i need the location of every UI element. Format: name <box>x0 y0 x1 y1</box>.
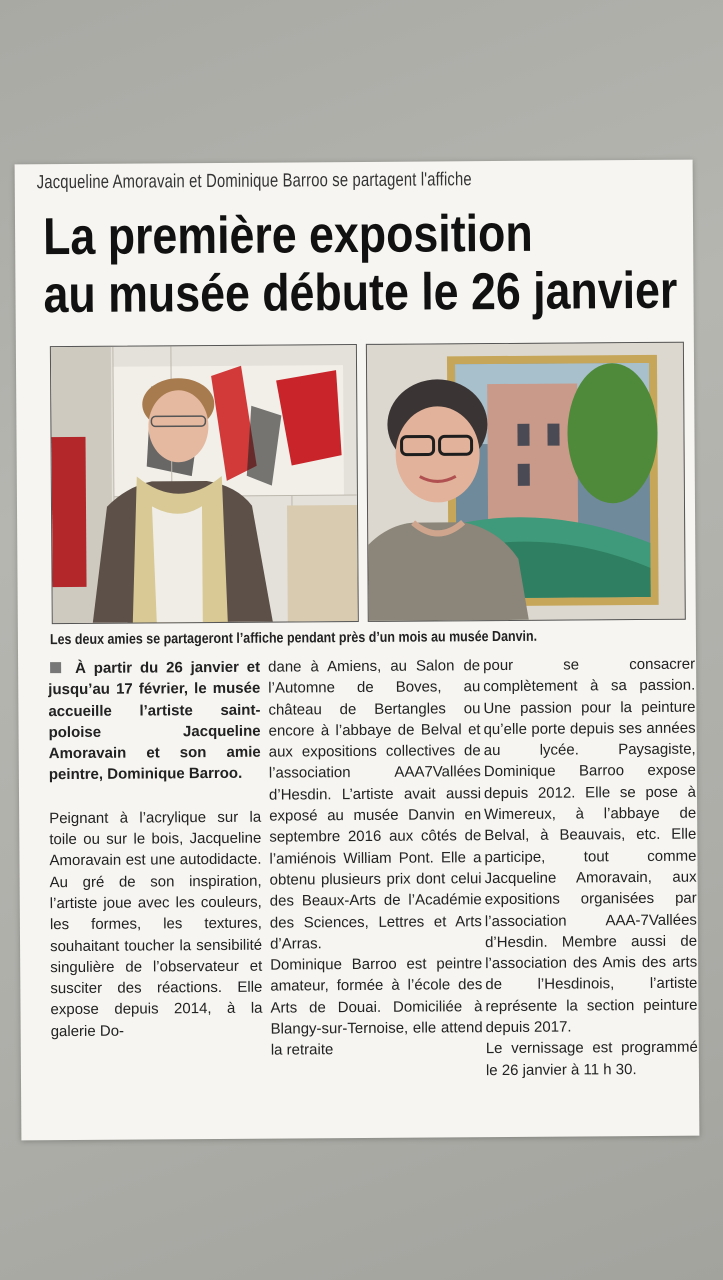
column-2-paragraph-2: Dominique Barroo est peintre amateur, formée à l’école des Arts de Douai. Domiciliée à Blangy-sur-Ternoise, elle attend la retraite <box>270 955 483 1059</box>
article-column-3 <box>483 654 698 1081</box>
paragraph-marker-icon <box>50 662 61 673</box>
article-headline <box>43 204 678 324</box>
column-1-body: Peignant à l’acrylique sur la toile ou sur le bois, Jacqueline Amoravain est une autodidacte. Au gré de son inspiration, l’artiste joue avec les couleurs, les formes, les textures, souhaitant toucher la sensibilité singulière de l’observateur et susciter des réactions. Elle expose depuis 2014, à la galerie Do- <box>49 808 263 1040</box>
lead-text: À partir du 26 janvier et jusqu’au 17 février, le musée accueille l’artiste saint-poloise Jacqueline Amoravain et son amie peintre, Dominique Barroo. <box>48 658 261 784</box>
headline-line-2: au musée débute le 26 janvier <box>43 261 678 325</box>
headline-line-1: La première exposition <box>42 204 533 267</box>
photo-caption: Les deux amies se partageront l’affiche pendant près d’un mois au musée Danvin. <box>49 628 538 649</box>
article-column-2 <box>268 655 483 1061</box>
photo-jacqueline-amoravain <box>50 344 359 624</box>
column-3-paragraph-2: Le vernissage est programmé le 26 janvier à 11 h 30. <box>485 1038 698 1079</box>
photo-dominique-barroo <box>366 342 686 622</box>
article-kicker: Jacqueline Amoravain et Dominique Barroo se partagent l'affiche <box>36 169 472 194</box>
article-lead <box>48 657 261 786</box>
photo-right-illustration <box>367 343 685 621</box>
column-2-paragraph-1: dane à Amiens, au Salon de l’Automne de Boves, au château de Bertangles ou encore à l’abbaye de Belval et aux expositions collectives de l’association AAA7Vallées d’Hesdin. L’artiste avait aussi exposé au musée Danvin en septembre 2016 aux côtés de l’amiénois William Pont. Elle a obtenu plusieurs prix dont celui des Beaux-Arts de l’Académie des Sciences, Lettres et Arts d’Arras. <box>268 657 482 953</box>
article-column-1 <box>48 657 263 1043</box>
column-3-paragraph-1: pour se consacrer complètement à sa passion. Une passion pour la peinture qu’elle porte depuis ses années au lycée. Paysagiste, Dominique Barroo expose depuis 2012. Elle se pose à Wimereux, à l’abbaye de Belval, à Beauvais, etc. Elle participe, tout comme Jacqueline Amoravain, aux expositions organisées par l’association AAA-7Vallées d’Hesdin. Membre aussi de l’association des Amis des arts de l’Hesdinois, l’artiste représente la section peinture depuis 2017. <box>483 655 698 1037</box>
photo-left-illustration <box>51 345 358 623</box>
newspaper-clipping <box>15 160 700 1141</box>
